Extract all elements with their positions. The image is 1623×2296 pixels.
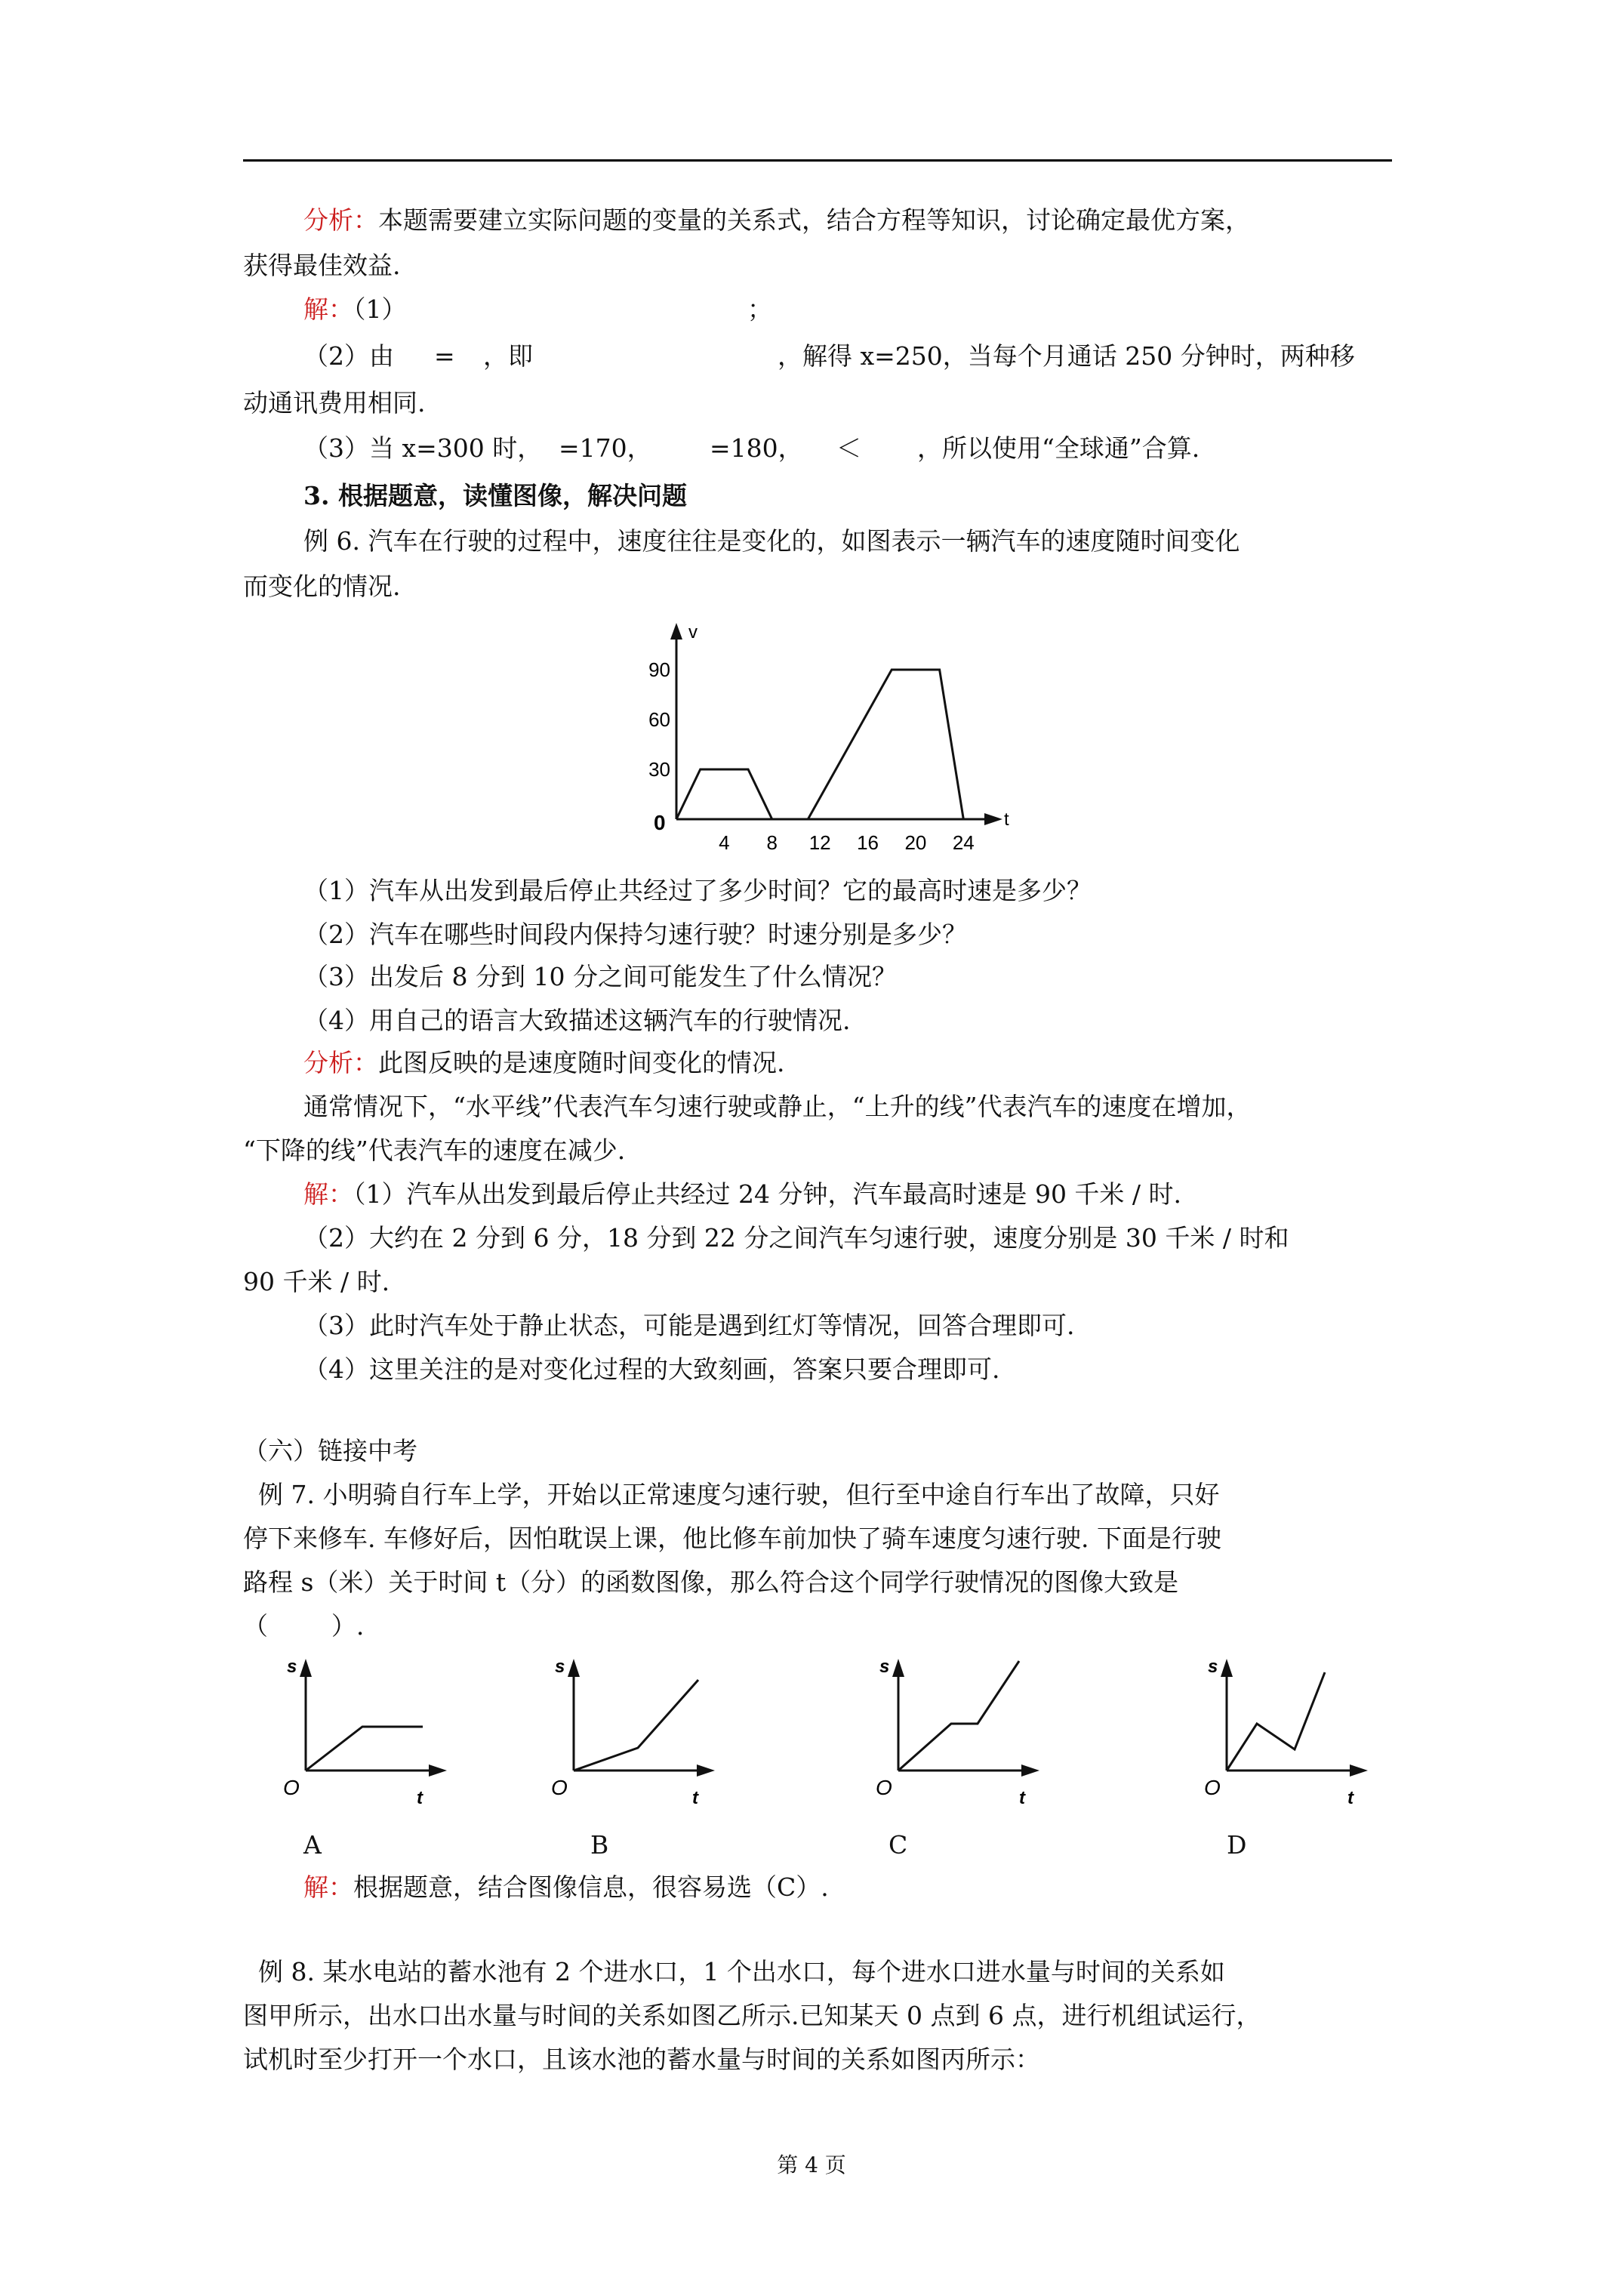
y-tick-label: 60 (648, 708, 670, 731)
question-6-2: （2）汽车在哪些时间段内保持匀速行驶？时速分别是多少？ (303, 920, 967, 949)
section-heading-6: （六）链接中考 (243, 1436, 417, 1465)
analysis6-line-3: “下降的线”代表汽车的速度在减少. (243, 1136, 626, 1165)
analysis-text: 本题需要建立实际问题的变量的关系式，结合方程等知识，讨论确定最优方案， (378, 205, 1250, 235)
analysis-line-2: 获得最佳效益. (243, 251, 401, 280)
analysis6-text: 此图反映的是速度随时间变化的情况. (378, 1048, 785, 1077)
speed-time-chart (627, 615, 1019, 864)
option-d-x-arrow (1350, 1764, 1368, 1777)
option-c-s-label: s (879, 1657, 890, 1677)
y-tick-label: 30 (648, 758, 670, 781)
option-label-b: B (590, 1830, 609, 1860)
solution6-label: 解： (303, 1179, 353, 1209)
solution-part-3b: =170， (559, 433, 652, 463)
option-a-s-label: s (287, 1657, 297, 1677)
solution6-answer-4: （4）这里关注的是对变化过程的大致刻画，答案只要合理即可. (303, 1354, 1000, 1384)
solution-part-2c: ，即 (483, 341, 533, 371)
option-b-x-arrow (697, 1764, 715, 1777)
x-tick-label: 24 (952, 831, 975, 854)
example7-line-4: （ ）. (243, 1611, 365, 1641)
option-c-t-label: t (1019, 1788, 1025, 1808)
option-b-s-label: s (555, 1657, 565, 1677)
option-graph-b (540, 1642, 744, 1808)
example8-line-1: 例 8. 某水电站的蓄水池有 2 个进水口，1 个出水口，每个进水口进水量与时间的关系如 (258, 1957, 1225, 1986)
solution-part-2d: ，解得 x=250，当每个月通话 250 分钟时，两种移 (778, 341, 1355, 371)
question-6-1: （1）汽车从出发到最后停止共经过了多少时间？它的最高时速是多少？ (303, 876, 1092, 905)
option-b-y-arrow (568, 1659, 580, 1677)
option-d-y-arrow (1221, 1659, 1233, 1677)
analysis-line-1 (303, 204, 1250, 237)
option-a-curve (306, 1727, 423, 1771)
page-number: 第 4 页 (777, 2153, 846, 2177)
option-b-curve (574, 1680, 698, 1771)
y-axis-arrow (670, 623, 682, 639)
x-axis-label: t (1004, 809, 1009, 830)
option-graph-d (1193, 1642, 1397, 1808)
x-tick-label: 8 (766, 831, 778, 854)
solution6-answer-3: （3）此时汽车处于静止状态，可能是遇到红灯等情况，回答合理即可. (303, 1311, 1075, 1340)
example7-line-1: 例 7. 小明骑自行车上学，开始以正常速度匀速行驶，但行至中途自行车出了故障，只好 (258, 1480, 1220, 1509)
analysis6-line-2: 通常情况下，“水平线”代表汽车匀速行驶或静止，“上升的线”代表汽车的速度在增加， (303, 1092, 1252, 1121)
analysis6-line-1 (303, 1046, 785, 1080)
solution6-line-1 (303, 1178, 1181, 1211)
header-rule (243, 159, 1392, 162)
section-heading-3: 3. 根据题意，读懂图像，解决问题 (303, 481, 687, 510)
option-d-curve (1227, 1672, 1325, 1771)
option-label-a: A (303, 1830, 322, 1860)
solution-part-3c: =180， (710, 433, 803, 463)
analysis6-label: 分析： (303, 1048, 378, 1077)
solution7-line (303, 1871, 829, 1904)
x-tick-label: 12 (808, 831, 831, 854)
solution6-answer-2b: 90 千米 / 时. (243, 1267, 390, 1296)
option-b-origin: O (551, 1776, 568, 1799)
option-graph-c (864, 1642, 1068, 1808)
x-axis-arrow (984, 813, 1002, 825)
example8-line-2: 图甲所示，出水口出水量与时间的关系如图乙所示.已知某天 0 点到 6 点，进行机组试运行， (243, 2001, 1261, 2030)
chart-axes (670, 623, 1002, 825)
solution-label: 解： (303, 294, 353, 324)
solution-part-3e: ，所以使用“全球通”合算. (917, 433, 1200, 463)
x-tick-label: 20 (904, 831, 927, 854)
option-a-t-label: t (417, 1788, 423, 1808)
option-a-y-arrow (300, 1659, 312, 1677)
solution-part-2a: （2）由 (303, 341, 394, 371)
speed-series-line (676, 670, 963, 819)
solution-line-1 (303, 293, 407, 326)
option-a-x-arrow (429, 1764, 447, 1777)
solution7-text: 根据题意，结合图像信息，很容易选（C）. (353, 1872, 829, 1902)
y-axis-label: v (688, 622, 698, 643)
solution6-answer-1: （1）汽车从出发到最后停止共经过 24 分钟，汽车最高时速是 90 千米 / 时. (353, 1179, 1182, 1209)
x-tick-label: 4 (719, 831, 730, 854)
solution-part-3a: （3）当 x=300 时， (303, 433, 543, 463)
solution-part-2b: = (434, 341, 455, 371)
x-tick-label: 16 (857, 831, 879, 854)
question-6-4: （4）用自己的语言大致描述这辆汽车的行驶情况. (303, 1006, 851, 1035)
option-c-origin: O (876, 1776, 892, 1799)
option-c-y-arrow (892, 1659, 904, 1677)
solution-part-1-end: ； (747, 294, 772, 324)
solution6-answer-2: （2）大约在 2 分到 6 分，18 分到 22 分之间汽车匀速行驶，速度分别是 30 千米 / 时和 (303, 1223, 1289, 1253)
option-a-origin: O (283, 1776, 300, 1799)
example6-line-1: 例 6. 汽车在行驶的过程中，速度往往是变化的，如图表示一辆汽车的速度随时间变化 (303, 526, 1240, 556)
option-c-curve (898, 1661, 1019, 1771)
example6-line-2: 而变化的情况. (243, 572, 401, 601)
option-graph-a (272, 1642, 476, 1808)
example7-line-3: 路程 s（米）关于时间 t（分）的函数图像，那么符合这个同学行驶情况的图像大致是 (243, 1567, 1179, 1597)
option-label-c: C (888, 1830, 908, 1860)
option-d-origin: O (1204, 1776, 1221, 1799)
solution-part-3d: ＜ (836, 433, 861, 463)
solution-part-2e: 动通讯费用相同. (243, 388, 426, 418)
option-b-t-label: t (692, 1788, 698, 1808)
example7-line-2: 停下来修车. 车修好后，因怕耽误上课，他比修车前加快了骑车速度匀速行驶. 下面是行驶 (243, 1524, 1221, 1553)
example8-line-3: 试机时至少打开一个水口，且该水池的蓄水量与时间的关系如图丙所示： (243, 2045, 1040, 2074)
analysis-label: 分析： (303, 205, 378, 235)
option-label-d: D (1227, 1830, 1247, 1860)
origin-label: 0 (654, 811, 666, 834)
y-tick-label: 90 (648, 658, 670, 681)
question-6-3: （3）出发后 8 分到 10 分之间可能发生了什么情况？ (303, 962, 897, 991)
option-d-s-label: s (1208, 1657, 1218, 1677)
solution7-label: 解： (303, 1872, 353, 1902)
solution-part-1: （1） (353, 294, 407, 324)
option-c-x-arrow (1021, 1764, 1039, 1777)
option-d-t-label: t (1347, 1788, 1354, 1808)
